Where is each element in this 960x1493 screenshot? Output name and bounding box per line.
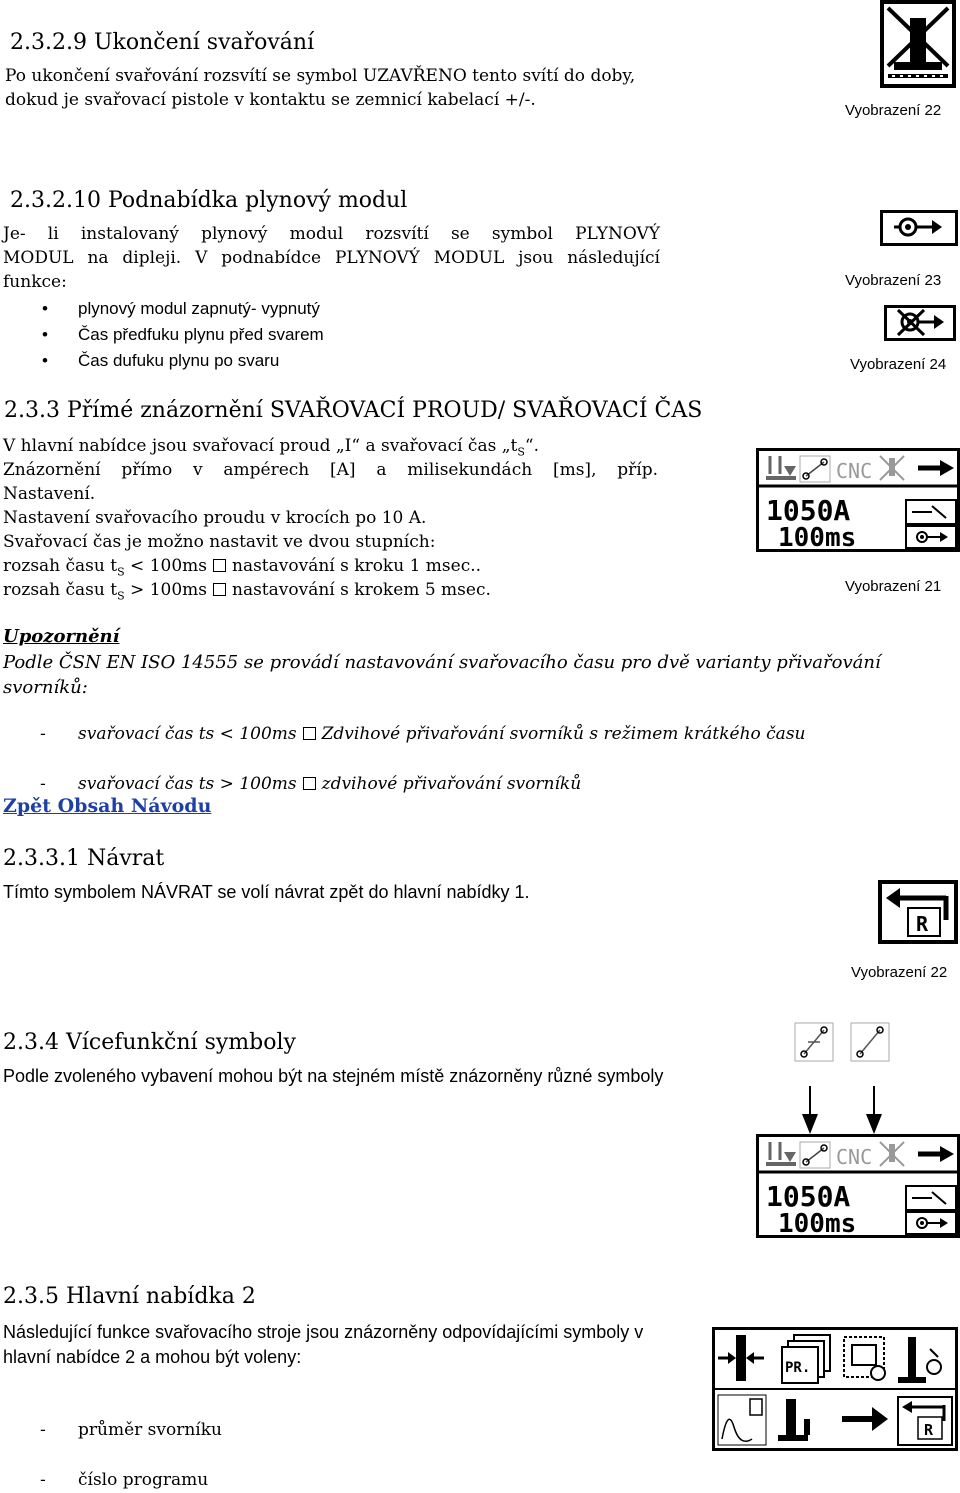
program-label: PR. [785,1360,811,1376]
warning-text: Podle ČSN EN ISO 14555 se provádí nastavování svařovacího času pro dvě varianty přivařování svorníků: [3,652,881,698]
warning-title: Upozornění [3,626,120,647]
caption-vyobrazeni-21: Vyobrazení 21 [845,578,942,595]
closed-icon [880,0,956,88]
caption-vyobrazeni-23: Vyobrazení 23 [845,272,942,289]
paragraph-plynovy-line3: funkce: [3,272,67,292]
checkbox-glyph [303,777,316,790]
heading-plynovy-modul: 2.3.2.10 Podnabídka plynový modul [10,188,408,213]
paragraph-hlavni-nabidka-2: Následující funkce svařovacího stroje jsou znázorněny odpovídajícími symboly v hlavní nabídce 2 a mohou být voleny: [3,1322,644,1367]
checkbox-glyph [213,559,226,572]
paragraph-navrat: Tímto symbolem NÁVRAT se volí návrat zpět do hlavní nabídky 1. [3,882,530,902]
wiring-variant-a-icon [794,1022,834,1062]
paragraph-plynovy-line2: MODUL na dipleji. V podnabídce PLYNOVÝ MODUL jsou následující [3,248,660,268]
paragraph-range-1: rozsah času $t_S < 100ms$ nastavování s kroku 1 msec.. [3,556,482,579]
paragraph-vicefunkcni: Podle zvoleného vybavení mohou být na stejném místě znázorněny různé symboly [3,1066,664,1086]
checkbox-glyph [213,583,226,596]
paragraph-current-step: Nastavení svařovacího proudu v krocích po 10 A. [3,508,427,528]
lcd-display-figure-21 [756,448,960,552]
wiring-icon [800,1142,830,1168]
lcd-display-multifunction [756,1134,960,1238]
return-icon [878,880,958,944]
time-value: 100ms [778,523,857,552]
program-number-icon [782,1335,830,1383]
paragraph-units: Znázornění přímo v ampérech [A] a milisekundách [ms], příp. [3,460,658,480]
forward-arrow-icon [914,454,956,482]
pointer-arrows [790,1086,910,1136]
cnc-label: CNC [836,459,873,483]
timing-icon [906,500,956,524]
gas-module-small-icon [906,1212,956,1234]
return-small-label: R [924,1421,934,1439]
gas-module-icon [880,210,958,246]
menu2-item-1: - průměr svorníku [40,1420,222,1440]
paragraph-ukonceni: Po ukončení svařování rozsvítí se symbol UZAVŘENO tento svítí do doby, dokud je svařovací pistole v kontaktu se zemnicí kabelací +/-. [5,66,636,110]
list-item: • Čas předfuku plynu před svarem [0,322,600,348]
gas-functions-list [0,296,600,374]
warning-item-1: - svařovací čas ts < 100ms Zdvihové přivařování svorníků s režimem krátkého času [40,724,806,744]
paragraph-plynovy-line1: Je- li instalovaný plynový modul rozsvítí se symbol PLYNOVÝ [3,224,660,244]
current-value: 1050A [766,494,851,527]
heading-hlavni-nabidka-2: 2.3.5 Hlavní nabídka 2 [3,1284,256,1309]
paragraph-range-2: rozsah času $t_S > 100ms$ nastavování s krokem 5 msec. [3,580,491,603]
gas-module-small-icon [906,526,956,548]
return-small-icon [898,1397,952,1445]
list-item: • plynový modul zapnutý- vypnutý [0,296,600,322]
gas-module-off-icon [884,305,956,341]
current-value: 1050A [766,1180,851,1213]
warning-item-2: - svařovací čas ts > 100ms zdvihové přivařování svorníků [40,774,582,794]
list-item: • Čas dufuku plynu po svaru [0,348,600,374]
caption-vyobrazeni-22-a: Vyobrazení 22 [845,102,942,119]
caption-vyobrazeni-22-b: Vyobrazení 22 [851,964,948,981]
return-icon-label: R [916,912,929,936]
heading-navrat: 2.3.3.1 Návrat [3,846,165,871]
checkbox-glyph [303,727,316,740]
time-value: 100ms [778,1209,857,1238]
paragraph-nastaveni: Nastavení. [3,484,96,504]
wiring-icon [800,456,830,482]
paragraph-time-stages: Svařovací čas je možno nastavit ve dvou stupních: [3,532,436,552]
main-menu-2-grid [712,1327,958,1451]
timing-icon [906,1186,956,1210]
heading-prime-znazorneni: 2.3.3 Přímé znázornění SVAŘOVACÍ PROUD/ SVAŘOVACÍ ČAS [4,398,703,423]
settings-screen-icon [844,1337,885,1380]
heading-vicefunkcni: 2.3.4 Vícefunkční symboly [3,1030,296,1055]
back-to-contents-link[interactable]: Zpět Obsah Návodu [3,795,212,817]
cnc-label: CNC [836,1145,873,1169]
paragraph-main-menu: V hlavní nabídce jsou svařovací proud „I“ a svařovací čas $„t_S“$. [3,436,540,459]
heading-ukonceni: 2.3.2.9 Ukončení svařování [10,30,315,55]
weld-curve-icon [718,1395,766,1445]
menu2-item-2: - číslo programu [40,1470,209,1490]
caption-vyobrazeni-24: Vyobrazení 24 [850,356,947,373]
wiring-variant-b-icon [850,1022,890,1062]
